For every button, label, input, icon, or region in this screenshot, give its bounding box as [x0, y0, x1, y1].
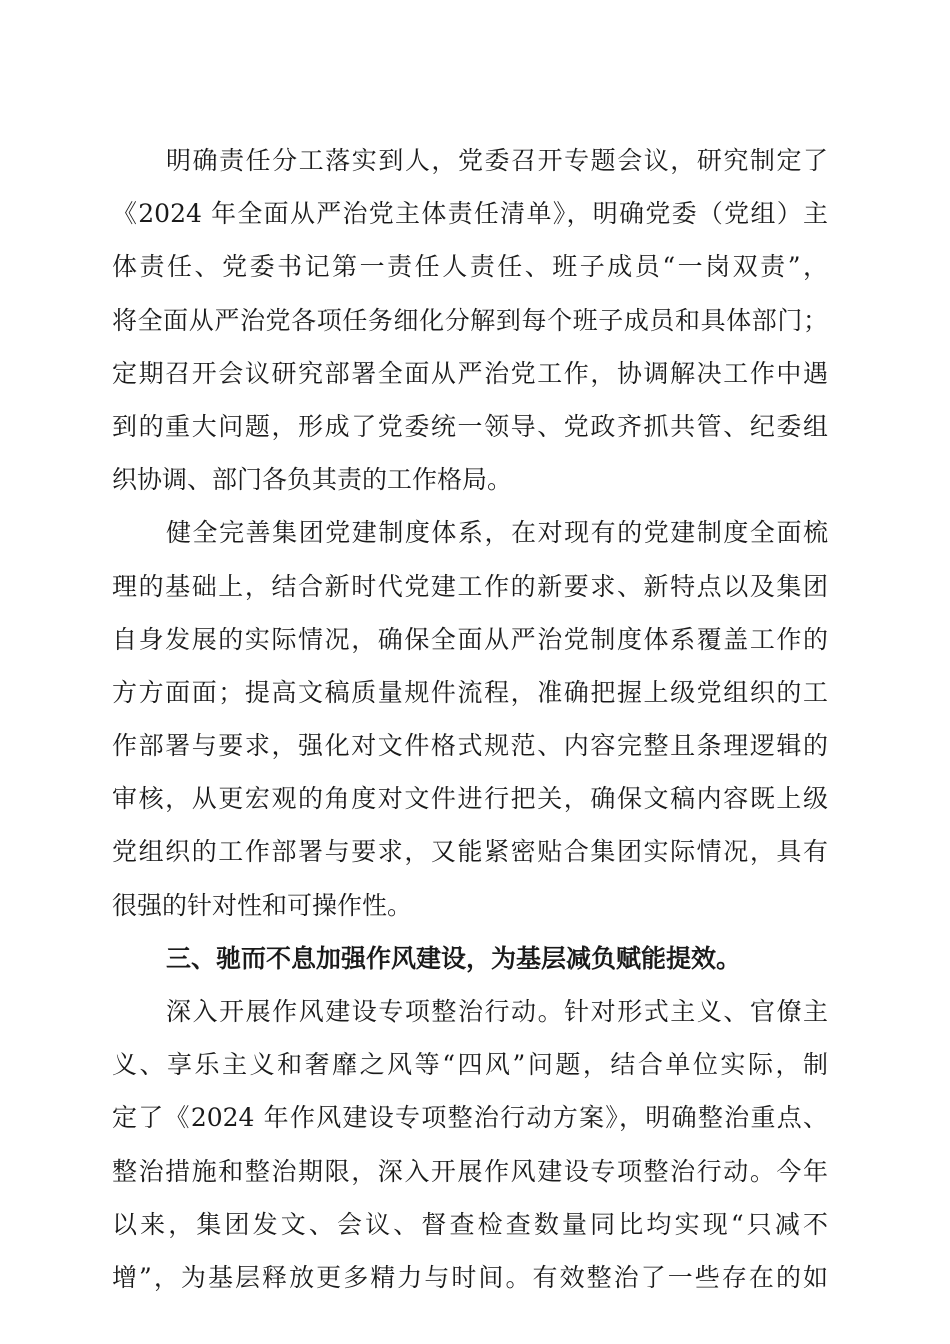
- paragraph-1-line-5: 定期召开会议研究部署全面从严治党工作，协调解决工作中遇: [112, 358, 828, 388]
- paragraph-2-line-8: 很强的针对性和可操作性。: [112, 890, 413, 920]
- paragraph-2-line-5: 作部署与要求，强化对文件格式规范、内容完整且条理逻辑的: [112, 731, 828, 761]
- section-heading: 三、驰而不息加强作风建设，为基层减负赋能提效。: [166, 943, 742, 973]
- paragraph-1-line-2: 《2024 年全面从严治党主体责任清单》，明确党委（党组）主: [112, 199, 828, 229]
- document-body: [112, 134, 828, 1304]
- paragraph-1-line-3: 体责任、党委书记第一责任人责任、班子成员“一岗双责”，: [112, 252, 828, 282]
- paragraph-2-line-7: 党组织的工作部署与要求，又能紧密贴合集团实际情况，具有: [112, 837, 828, 867]
- paragraph-3-line-2: 义、享乐主义和奢靡之风等“四风”问题，结合单位实际，制: [112, 1050, 828, 1080]
- paragraph-1-line-1: 明确责任分工落实到人，党委召开专题会议，研究制定了: [166, 146, 828, 175]
- paragraph-2-line-2: 理的基础上，结合新时代党建工作的新要求、新特点以及集团: [112, 571, 828, 601]
- paragraph-1-line-6: 到的重大问题，形成了党委统一领导、党政齐抓共管、纪委组: [112, 411, 828, 441]
- paragraph-2-line-1: 健全完善集团党建制度体系，在对现有的党建制度全面梳: [166, 518, 828, 548]
- paragraph-1-line-4: 将全面从严治党各项任务细化分解到每个班子成员和具体部门；: [112, 305, 828, 335]
- paragraph-3-line-6: 增”，为基层释放更多精力与时间。有效整治了一些存在的如: [112, 1262, 828, 1292]
- paragraph-2-line-3: 自身发展的实际情况，确保全面从严治党制度体系覆盖工作的: [112, 624, 828, 654]
- paragraph-3-line-4: 整治措施和整治期限，深入开展作风建设专项整治行动。今年: [112, 1156, 828, 1186]
- paragraph-3-line-3: 定了《2024 年作风建设专项整治行动方案》，明确整治重点、: [112, 1103, 828, 1133]
- paragraph-1-line-7: 织协调、部门各负其责的工作格局。: [112, 465, 513, 495]
- paragraph-3-line-5: 以来，集团发文、会议、督查检查数量同比均实现“只减不: [112, 1209, 828, 1239]
- paragraph-3-line-1: 深入开展作风建设专项整治行动。针对形式主义、官僚主: [166, 997, 828, 1026]
- paragraph-2-line-6: 审核，从更宏观的角度对文件进行把关，确保文稿内容既上级: [112, 784, 828, 814]
- paragraph-2-line-4: 方方面面；提高文稿质量规件流程，准确把握上级党组织的工: [112, 677, 828, 707]
